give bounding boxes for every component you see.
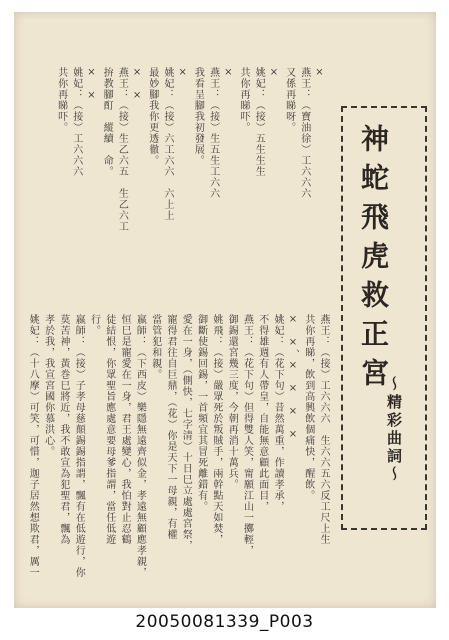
lower-column-18: 莫苦神，黃巻巳將近，我不敢宣為犯聖君，飄為 (57, 314, 69, 545)
upper-column-15: 拚教腳酊 縱續 命。 (101, 67, 113, 177)
page-subtitle: 〜精彩曲詞〜 (385, 376, 403, 484)
lower-column-10: 愛在一身，（側快，七字清）十日巳立處處宮祭， (180, 314, 192, 551)
lower-column-4: 姚妃：（花下句）昔然萬重，作讀孝承， (272, 314, 284, 512)
lower-column-13: 嬴師：（下西皮）樂隱無遠齊似金，孝遠無顧應孝親， (134, 314, 146, 578)
upper-column-2: 燕王：（寶油徐）工六六六 (298, 67, 310, 199)
upper-column-3: 又係再睇呀。 (283, 67, 295, 133)
upper-column-16: × × (86, 67, 97, 102)
image-id-caption: 20050081339_P003 (135, 612, 314, 632)
lower-column-20: 姚妃：（十八摩）可笑，可惜，迦子居然想欺君，厲一 (27, 314, 39, 578)
upper-column-7: × (222, 67, 234, 79)
lower-column-1: 燕王：（接）工六六六 生六六五六反工尺上生 (318, 314, 329, 545)
lower-column-14: 恒巳是寵愛在一身，君王處變心，我怕對止忍鶴 (119, 314, 131, 545)
lower-column-3: × ×、× × × × (287, 314, 299, 441)
lower-column-12: 當管犯和親。 (149, 314, 161, 380)
lower-column-16: 行。 (88, 314, 100, 336)
upper-column-12: 最妙腳我你更透徹。 (146, 67, 158, 166)
upper-column-18: 共你再睇吓。 (55, 67, 67, 133)
upper-column-8: 燕王：（接）生五生工六六 (207, 67, 219, 199)
upper-column-17: 姚妃：（接）工六六六 (70, 67, 82, 177)
lower-column-17: 嬴師：（接）子孝母慈顛錫錫指謂，飄有在低遊行，你 (73, 314, 85, 578)
lower-column-2: 共你再睇，飲到高興飲個痛快，醒飲。 (302, 314, 314, 501)
lower-column-9: 御斷使錫回錫，一首頻宜其冒死離錯有。 (195, 314, 207, 512)
lower-column-6: 燕王：（花下句）但得雙人笑，甯願江山一擲輕， (241, 314, 253, 556)
upper-column-13: × × (131, 67, 143, 102)
lower-column-7: 御錫還宮幾三度，今朝再消十萬兵。 (226, 314, 238, 490)
lower-column-19: 孝於我，我宣宮國你慕洪心。 (42, 314, 54, 457)
upper-column-14: 燕王：（接）生乙六五 生乙六工 (116, 67, 128, 232)
page-title: 神蛇飛虎救正宮 (357, 124, 390, 397)
upper-column-6: 共你再睇吓。 (238, 67, 249, 133)
upper-column-1: × (314, 67, 325, 79)
upper-column-11: 姚妃：（接）六工六六 六上上 (162, 67, 173, 221)
lower-column-8: 姚飛：（接）嚴眾死於叛賊手，兩幹點天如焚， (210, 314, 222, 545)
lower-column-11: 寵得君往自巨鼎，（花）你是天下一母親，有權 (165, 314, 176, 540)
upper-column-9: 我看呈腳我初發展。 (192, 67, 204, 166)
upper-column-5: 姚妃：（接）五生生生 (253, 67, 265, 177)
upper-column-10: × (177, 67, 189, 79)
lower-column-5: 不得雄週有人帶皇，自能無意顧此面目， (256, 314, 268, 512)
upper-column-4: × (268, 67, 280, 79)
lower-column-15: 徒結恨，你眾聖旨應處意要母爹指謂，當任低遊 (103, 314, 115, 545)
booklet-page (14, 12, 436, 608)
